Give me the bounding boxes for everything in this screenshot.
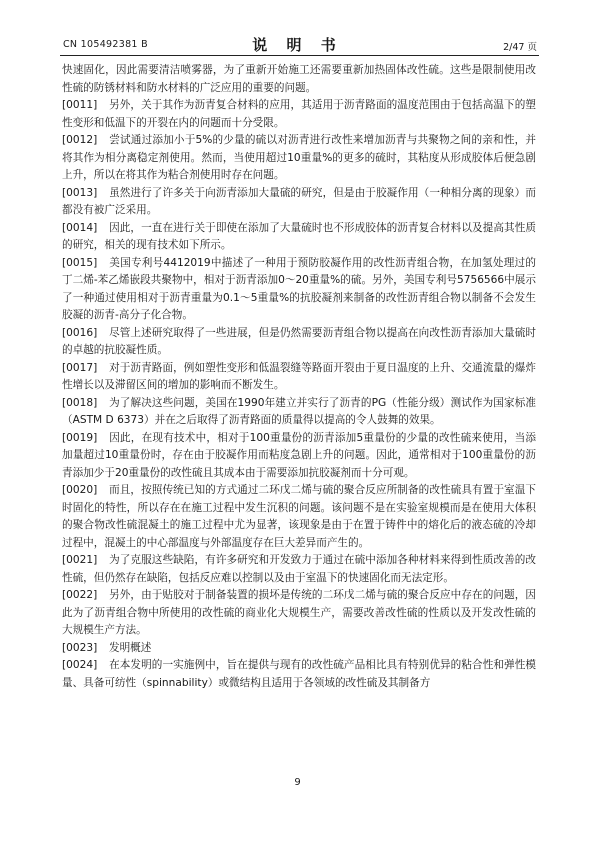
header-rule (60, 55, 539, 56)
document-body (62, 62, 536, 692)
paragraph-text: 美国专利号4412019中描述了一种用于预防胶凝作用的改性沥青组合物，在加氢处理过的丁二烯-苯乙烯嵌段共聚物中，相对于沥青添加0～20重量%的硫。另外，美国专利号5756566中展示了一种通过使用相对于沥青重量为0.1～5重量%的抗胶凝剂来制备的改性沥青组合物以制备不会发生胶凝的沥青-高分子化合物。 (62, 256, 536, 321)
paragraph-text: 为了克服这些缺陷，有许多研究和开发致力于通过在硫中添加各种材料来得到性质改善的改性硫，但仍然存在缺陷，包括反应难以控制以及由于室温下的快速固化而无法定形。 (62, 554, 536, 584)
publication-number: CN 105492381 B (63, 39, 148, 50)
paragraph (62, 185, 536, 220)
paragraph (62, 482, 536, 552)
paragraph-number: [0024] (62, 659, 98, 671)
paragraph-number: [0015] (62, 256, 98, 269)
paragraph (62, 97, 536, 132)
paragraph (62, 395, 536, 430)
paragraph-number: [0022] (62, 589, 98, 601)
paragraph (62, 430, 536, 483)
paragraph-number: [0023] (62, 641, 98, 654)
paragraph-text: 虽然进行了许多关于向沥青添加大量硫的研究，但是由于胶凝作用（一种相分离的现象）而都没有被广泛采用。 (62, 186, 536, 216)
paragraph-number: [0013] (62, 186, 98, 199)
paragraph-text: 发明概述 (109, 641, 152, 654)
paragraph-text: 因此，一直在进行关于即使在添加了大量硫时也不形成胶体的沥青复合材料以及提高其性质的研究，相关的现有技术如下所示。 (62, 221, 536, 251)
paragraph (62, 132, 536, 185)
paragraph (62, 552, 536, 587)
paragraph-number: [0016] (62, 326, 98, 339)
paragraph-number: [0012] (62, 134, 98, 146)
paragraph (62, 640, 536, 658)
page-number: 9 (294, 777, 301, 788)
paragraph-text: 另外，关于其作为沥青复合材料的应用，其适用于沥青路面的温度范围由于包括高温下的塑性变形和低温下的开裂在内的问题而十分受限。 (62, 99, 536, 129)
paragraph-text: 尝试通过添加小于5%的少量的硫以对沥青进行改性来增加沥青与共聚物之间的亲和性，并将其作为相分离稳定剂使用。然而，当使用超过10重量%的更多的硫时，其粘度从形成胶体后便急剧上升，所以在将其作为粘合剂使用时存在问题。 (62, 134, 536, 181)
paragraph-text: 另外，由于贴胶对于制备装置的损坏是传统的二环戊二烯与硫的聚合反应中存在的问题，因此为了沥青组合物中所使用的改性硫的商业化大规模生产，需要改善改性硫的性质以及开发改性硫的大规模生产方法。 (62, 589, 536, 636)
paragraph-text: 而且，按照传统已知的方式通过二环戊二烯与硫的聚合反应所制备的改性硫具有置于室温下时固化的特性，所以存在在施工过程中发生沉积的问题。该问题不是在实验室规模而是在使用大体积的聚合物改性硫混凝土的施工过程中尤为显著，该现象是由于在置于铸件中的熔化后的液态硫的冷却过程中，混凝土的中心部温度与外部温度存在巨大差异而产生的。 (62, 484, 536, 549)
paragraph (62, 657, 536, 692)
paragraph-number: [0021] (62, 554, 98, 566)
paragraph (62, 325, 536, 360)
paragraph-text: 对于沥青路面，例如塑性变形和低温裂缝等路面开裂由于夏日温度的上升、交通流量的爆炸性增长以及滞留区间的增加的影响而不断发生。 (62, 361, 536, 391)
paragraph-number: [0011] (62, 99, 98, 111)
document-title: 说 明 书 (252, 36, 343, 54)
paragraph (62, 360, 536, 395)
paragraph-text: 为了解决这些问题，美国在1990年建立并实行了沥青的PG（性能分级）测试作为国家标准（ASTM D 6373）并在之后取得了沥青路面的质量得以提高的令人鼓舞的效果。 (62, 396, 536, 426)
paragraph-text: 因此，在现有技术中，相对于100重量份的沥青添加5重量份的少量的改性硫来使用，当添加量超过10重量份时，存在由于胶凝作用而粘度急剧上升的问题。因此，通常相对于100重量份的沥青添加少于20重量份的改性硫且其成本由于需要添加抗胶凝剂而十分可观。 (62, 431, 536, 479)
paragraph-number: [0018] (62, 396, 98, 409)
paragraph (62, 255, 536, 325)
paragraph-text: 快速固化，因此需要清洁喷雾器，为了重新开始施工还需要重新加热固体改性硫。这些是限制使用改性硫的防锈材料和防水材料的广泛应用的重要的问题。 (62, 64, 536, 94)
paragraph-number: [0019] (62, 431, 98, 444)
paragraph (62, 220, 536, 255)
paragraph-number: [0020] (62, 484, 98, 496)
paragraph-number: [0017] (62, 361, 98, 374)
paragraph (62, 587, 536, 640)
page-indicator: 2/47 页 (503, 42, 537, 53)
paragraph-text: 尽管上述研究取得了一些进展，但是仍然需要沥青组合物以提高在向改性沥青添加大量硫时的卓越的抗胶凝性质。 (62, 326, 536, 356)
paragraph-number: [0014] (62, 221, 98, 234)
paragraph-text: 在本发明的一实施例中，旨在提供与现有的改性硫产品相比具有特别优异的粘合性和弹性模量、具备可纺性（spinnability）或微结构且适用于各领域的改性硫及其制备方 (62, 659, 536, 689)
paragraph (62, 62, 536, 97)
